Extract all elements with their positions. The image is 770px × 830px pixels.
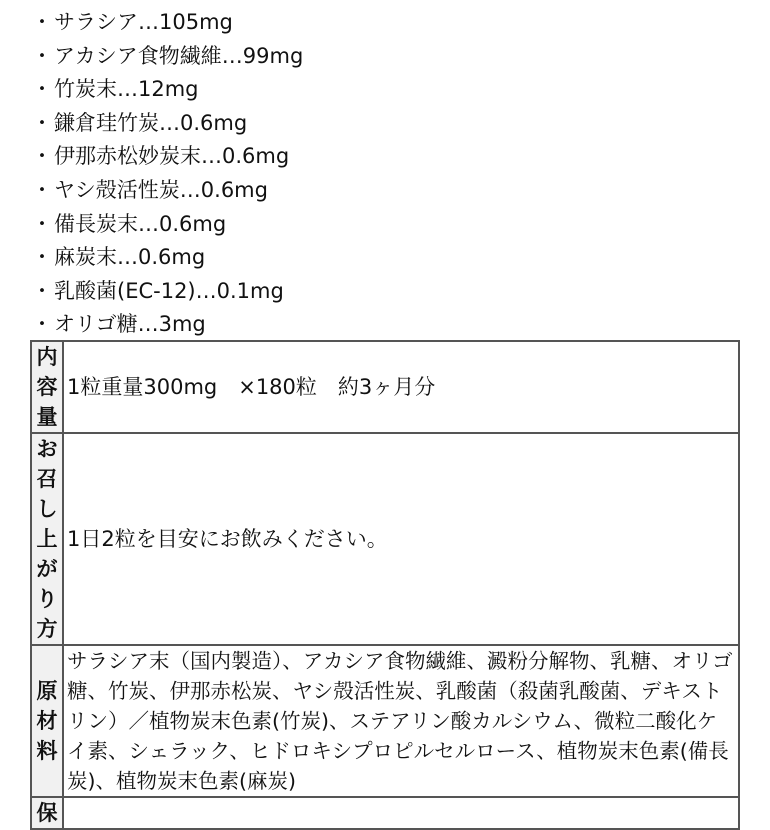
row-header-content: 内容量 [31,341,63,433]
row-value-content: 1粒重量300mg ×180粒 約3ヶ月分 [63,341,739,433]
ingredient-item [30,107,303,141]
ingredient-item [30,241,303,275]
bullet: ・ [31,177,53,202]
table-row-partial [31,797,739,829]
ingredient-text: アカシア食物繊維…99mg [54,43,304,68]
ingredient-item [30,308,303,342]
row-header-materials: 原材料 [31,645,63,797]
ingredient-text: 麻炭末…0.6mg [54,245,206,270]
ingredient-item [30,40,303,74]
ingredient-text: ヤシ殻活性炭…0.6mg [54,177,268,202]
ingredient-text: 鎌倉珪竹炭…0.6mg [54,110,248,135]
ingredient-item [30,6,303,40]
ingredient-text: サラシア…105mg [54,10,233,34]
bullet: ・ [31,10,53,34]
product-spec-table [30,340,740,830]
row-value-partial [63,797,739,829]
ingredient-item [30,208,303,242]
row-value-usage: 1日2粒を目安にお飲みください。 [63,433,739,645]
ingredient-item [30,73,303,107]
bullet: ・ [31,211,53,236]
ingredient-text: 備長炭末…0.6mg [54,211,227,236]
bullet: ・ [31,43,53,68]
bullet: ・ [31,278,53,303]
ingredient-text: 乳酸菌(EC-12)…0.1mg [54,278,284,303]
row-value-materials: サラシア末（国内製造）、アカシア食物繊維、澱粉分解物、乳糖、オリゴ糖、竹炭、伊那赤松炭、ヤシ殻活性炭、乳酸菌（殺菌乳酸菌、デキストリン）／植物炭末色素(竹炭)、ステアリン酸カルシウム、微粒二酸化ケイ素、シェラック、ヒドロキシプロピルセルロース、植物炭末色素(備長炭)、植物炭末色素(麻炭) [63,645,739,797]
table-row-materials [31,645,739,797]
table-row-content [31,341,739,433]
ingredient-text: オリゴ糖…3mg [54,312,206,337]
bullet: ・ [31,312,53,337]
bullet: ・ [31,77,53,102]
bullet: ・ [31,245,53,270]
row-header-usage: お召し上がり方 [31,433,63,645]
ingredient-item [30,174,303,208]
ingredient-item [30,275,303,309]
ingredient-list [30,6,303,342]
ingredient-text: 竹炭末…12mg [54,77,199,102]
ingredient-item [30,140,303,174]
bullet: ・ [31,110,53,135]
bullet: ・ [31,144,53,169]
table-row-usage [31,433,739,645]
ingredient-text: 伊那赤松妙炭末…0.6mg [54,144,290,169]
row-header-partial: 保 [31,797,63,829]
